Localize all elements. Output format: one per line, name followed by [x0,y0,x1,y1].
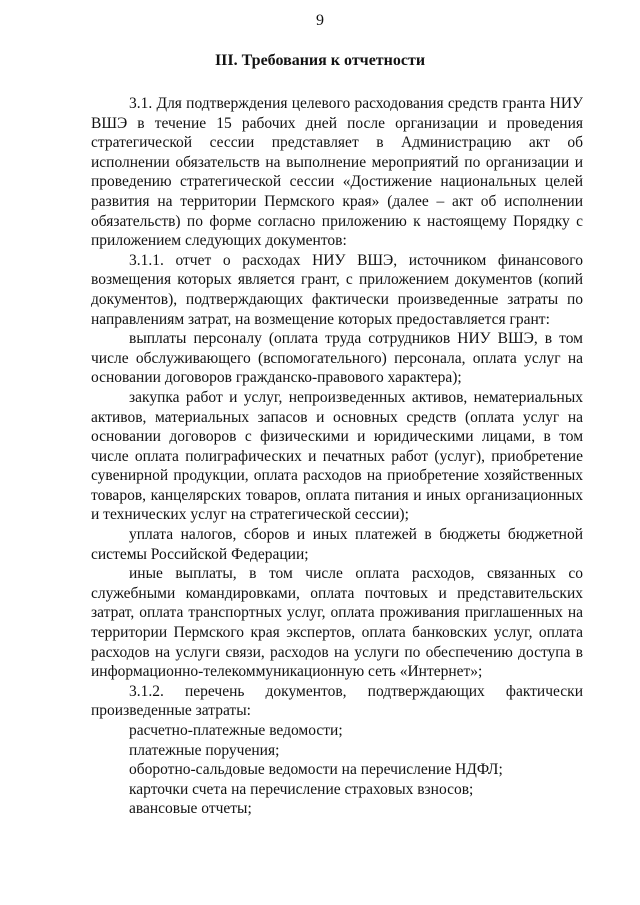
paragraph-other-payments: иные выплаты, в том числе оплата расходов, связанных со служебными командировками, оплата почтовых и представительских затрат, оплата транспортных услуг, оплата проживания приглашенных на территории Пермского края экспертов, оплата банковских услуг, оплата расходов на услуги связи, расходов на услуги по обеспечению доступа в информационно-телекоммуникационную сеть «Интернет»; [91,565,583,681]
list-item: платежные поручения; [129,741,280,759]
paragraph-personnel-payments: выплаты персоналу (оплата труда сотрудников НИУ ВШЭ, в том числе обслуживающего (вспомогательного) персонала, оплата услуг на основании договоров гражданско-правового характера); [91,330,583,387]
document-body [91,94,583,819]
list-item: оборотно-сальдовые ведомости на перечисление НДФЛ; [129,761,503,779]
paragraph-3-1-2: 3.1.2. перечень документов, подтверждающих фактически произведенные затраты: [91,682,583,720]
paragraph-taxes: уплата налогов, сборов и иных платежей в бюджеты бюджетной системы Российской Федерации; [91,526,583,563]
section-title: III. Требования к отчетности [214,52,426,69]
paragraph-3-1-1: 3.1.1. отчет о расходах НИУ ВШЭ, источником финансового возмещения которых является грант, с приложением документов (копий документов), подтверждающих фактически произведенные затраты по направлениям затрат, на возмещение которых предоставляется грант: [91,251,583,328]
paragraph-procurement: закупка работ и услуг, непроизведенных активов, нематериальных активов, материальных запасов и основных средств (оплата услуг на основании договоров с физическими и юридическими лицами, в том числе оплата полиграфических и печатных работ (услуг), приобретение сувенирной продукции, оплата расходов на приобретение хозяйственных товаров, канцелярских товаров, оплата питания и иных организационных и технических услуг на стратегической сессии); [91,388,583,524]
list-item: расчетно-платежные ведомости; [129,722,343,739]
page-number: 9 [316,12,324,29]
list-item: авансовые отчеты; [129,800,252,818]
list-item: карточки счета на перечисление страховых взносов; [129,780,474,798]
paragraph-3-1: 3.1. Для подтверждения целевого расходования средств гранта НИУ ВШЭ в течение 15 рабочих дней после организации и проведения стратегической сессии представляет в Администрацию акт об исполнении обязательств на выполнение мероприятий по организации и проведению стратегической сессии «Достижение национальных целей развития на территории Пермского края» (далее – акт об исполнении обязательств) по форме согласно приложению к настоящему Порядку с приложением следующих документов: [91,95,583,250]
